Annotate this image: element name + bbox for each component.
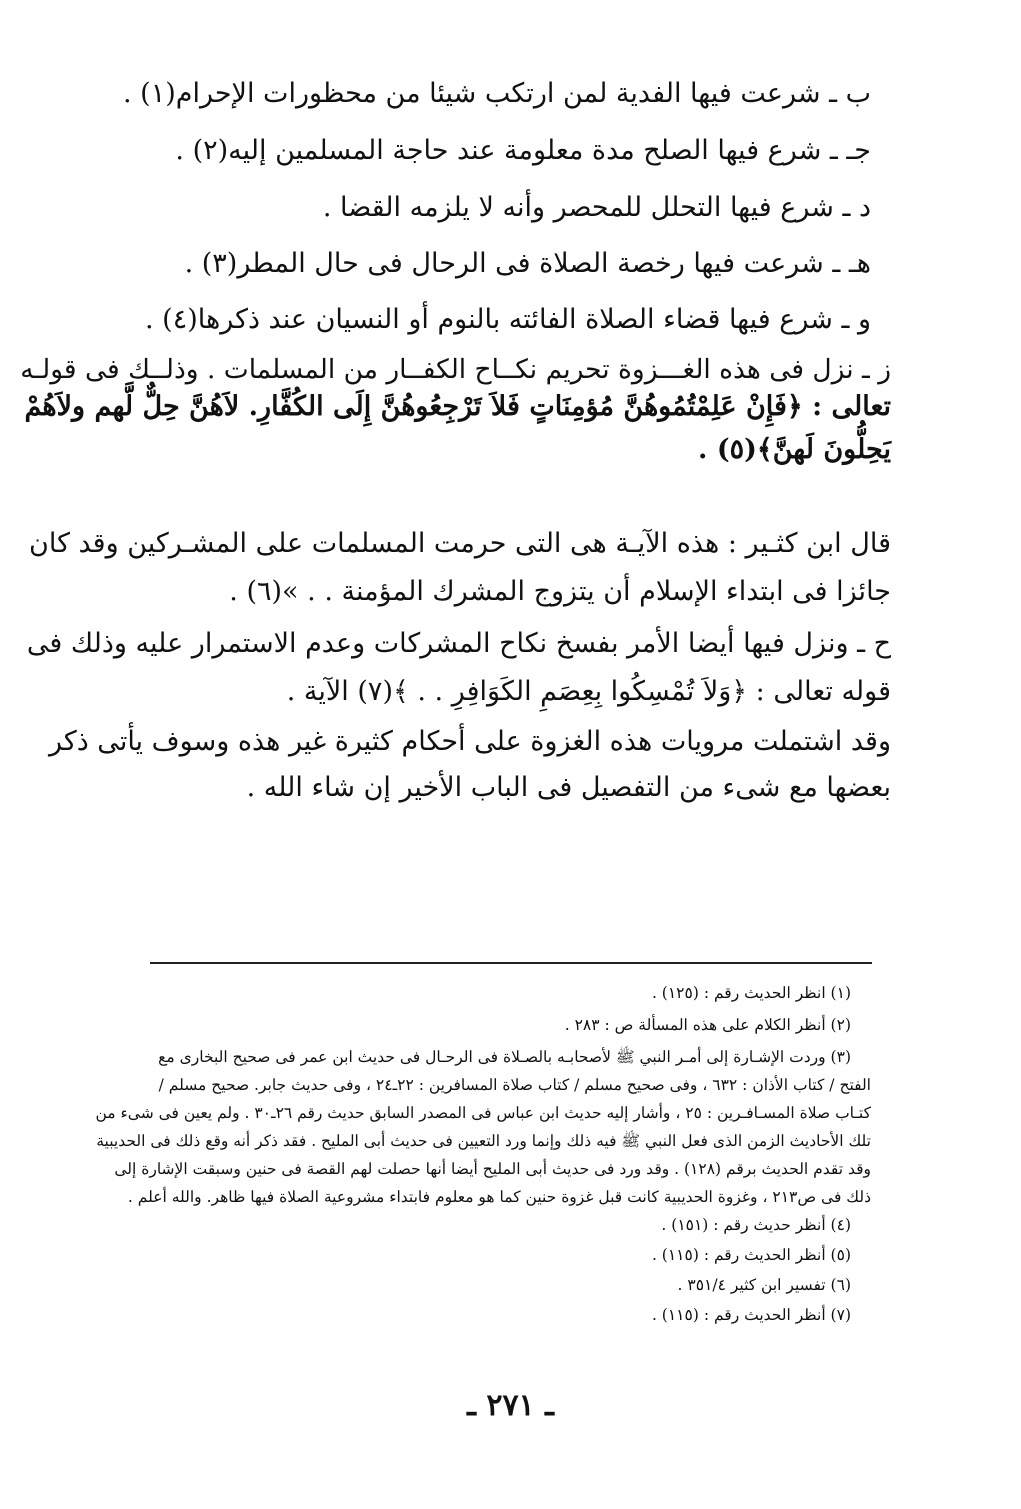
- footnote: (١) انظر الحديث رقم : (١٢٥) .: [651, 984, 851, 1002]
- page-number: ـ ٢٧١ ـ: [467, 1388, 554, 1423]
- text-line: قوله تعالى : ﴿وَلاَ تُمْسِكُوا بِعِصَمِ الكَوَافِرِ . . ﴾(٧) الآية .: [286, 676, 891, 707]
- quran-verse-line: يَحِلُّونَ لَهنَّ﴾(٥) .: [698, 434, 891, 465]
- text-line: قال ابن كثـير : هذه الآيـة هى التى حرمت المسلمات على المشـركين وقد كان: [29, 528, 891, 559]
- text-line: جائزا فى ابتداء الإسلام أن يتزوج المشرك المؤمنة . . »(٦) .: [229, 576, 891, 607]
- text-line: ح ـ ونزل فيها أيضا الأمر بفسخ نكاح المشركات وعدم الاستمرار عليه وذلك فى: [26, 628, 891, 659]
- text-line: جـ ـ شرع فيها الصلح مدة معلومة عند حاجة المسلمين إليه(٢) .: [175, 135, 871, 166]
- footnote: (٧) أنظر الحديث رقم : (١١٥) .: [651, 1306, 851, 1324]
- text-line: د ـ شرع فيها التحلل للمحصر وأنه لا يلزمه القضا .: [322, 192, 871, 223]
- footnote: (٤) أنظر حديث رقم : (١٥١) .: [661, 1216, 851, 1234]
- text-line: وقد اشتملت مرويات هذه الغزوة على أحكام كثيرة غير هذه وسوف يأتى ذكر: [48, 726, 891, 757]
- footnote-continuation: الفتح / كتاب الأذان : ٦٣٢ ، وفى صحيح مسلم / كتاب صلاة المسافرين : ٢٢ـ٢٤ ، وفى حديث جابر. صحيح مسلم /: [158, 1076, 871, 1094]
- footnote: (٥) أنظر الحديث رقم : (١١٥) .: [651, 1246, 851, 1264]
- footnote-continuation: كتـاب صلاة المسـافـرين : ٢٥ ، وأشار إليه حديث ابن عباس فى المصدر السابق حديث رقم ٢٦ـ٣٠ . ولم يعين فى شىء من: [95, 1104, 871, 1122]
- footnote: (٢) أنظر الكلام على هذه المسألة ص : ٢٨٣ .: [564, 1016, 851, 1034]
- text-line: هـ ـ شرعت فيها رخصة الصلاة فى الرحال فى حال المطر(٣) .: [184, 248, 871, 279]
- footnote-separator: [150, 962, 872, 964]
- quran-verse-line: تعالى : ﴿فَإِنْ عَلِمْتُمُوهُنَّ مُؤمِنَاتٍ فَلاَ تَرْجِعُوهُنَّ إِلَى الكُفَّارِ. لاَهُنَّ حِلٌّ لَّهم ولاَهُمْ: [24, 391, 891, 422]
- footnote-continuation: ذلك فى ص٢١٣ ، وغزوة الحديبية كانت قبل غزوة حنين كما هو معلوم فابتداء مشروعية الصلاة فيها ظاهر. والله أعلم .: [127, 1188, 871, 1206]
- text-line: و ـ شرع فيها قضاء الصلاة الفائته بالنوم أو النسيان عند ذكرها(٤) .: [144, 304, 871, 335]
- footnote: (٣) وردت الإشـارة إلى أمـر النبي ﷺ لأصحابـه بالصـلاة فى الرحـال فى حديث ابن عمر فى صحيح البخارى مع: [158, 1048, 851, 1066]
- text-line: ز ـ نزل فى هذه الغـــزوة تحريم نكــاح الكفــار من المسلمات . وذلــك فى قولـه: [20, 354, 891, 385]
- footnote-continuation: وقد تقدم الحديث برقم (١٢٨) . وقد ورد فى حديث أبى المليح أيضا أنها حصلت لهم القصة فى حنين وسبقت الإشارة إلى: [114, 1160, 871, 1178]
- footnote: (٦) تفسير ابن كثير ٣٥١/٤ .: [677, 1276, 851, 1294]
- text-line: ب ـ شرعت فيها الفدية لمن ارتكب شيئا من محظورات الإحرام(١) .: [122, 78, 871, 109]
- footnote-continuation: تلك الأحاديث الزمن الذى فعل النبي ﷺ فيه ذلك وإنما ورد التعيين فى حديث أبى المليح . فقد ذكر أنه وقع ذلك فى الحديبية: [96, 1132, 871, 1150]
- text-line: بعضها مع شىء من التفصيل فى الباب الأخير إن شاء الله .: [246, 772, 891, 803]
